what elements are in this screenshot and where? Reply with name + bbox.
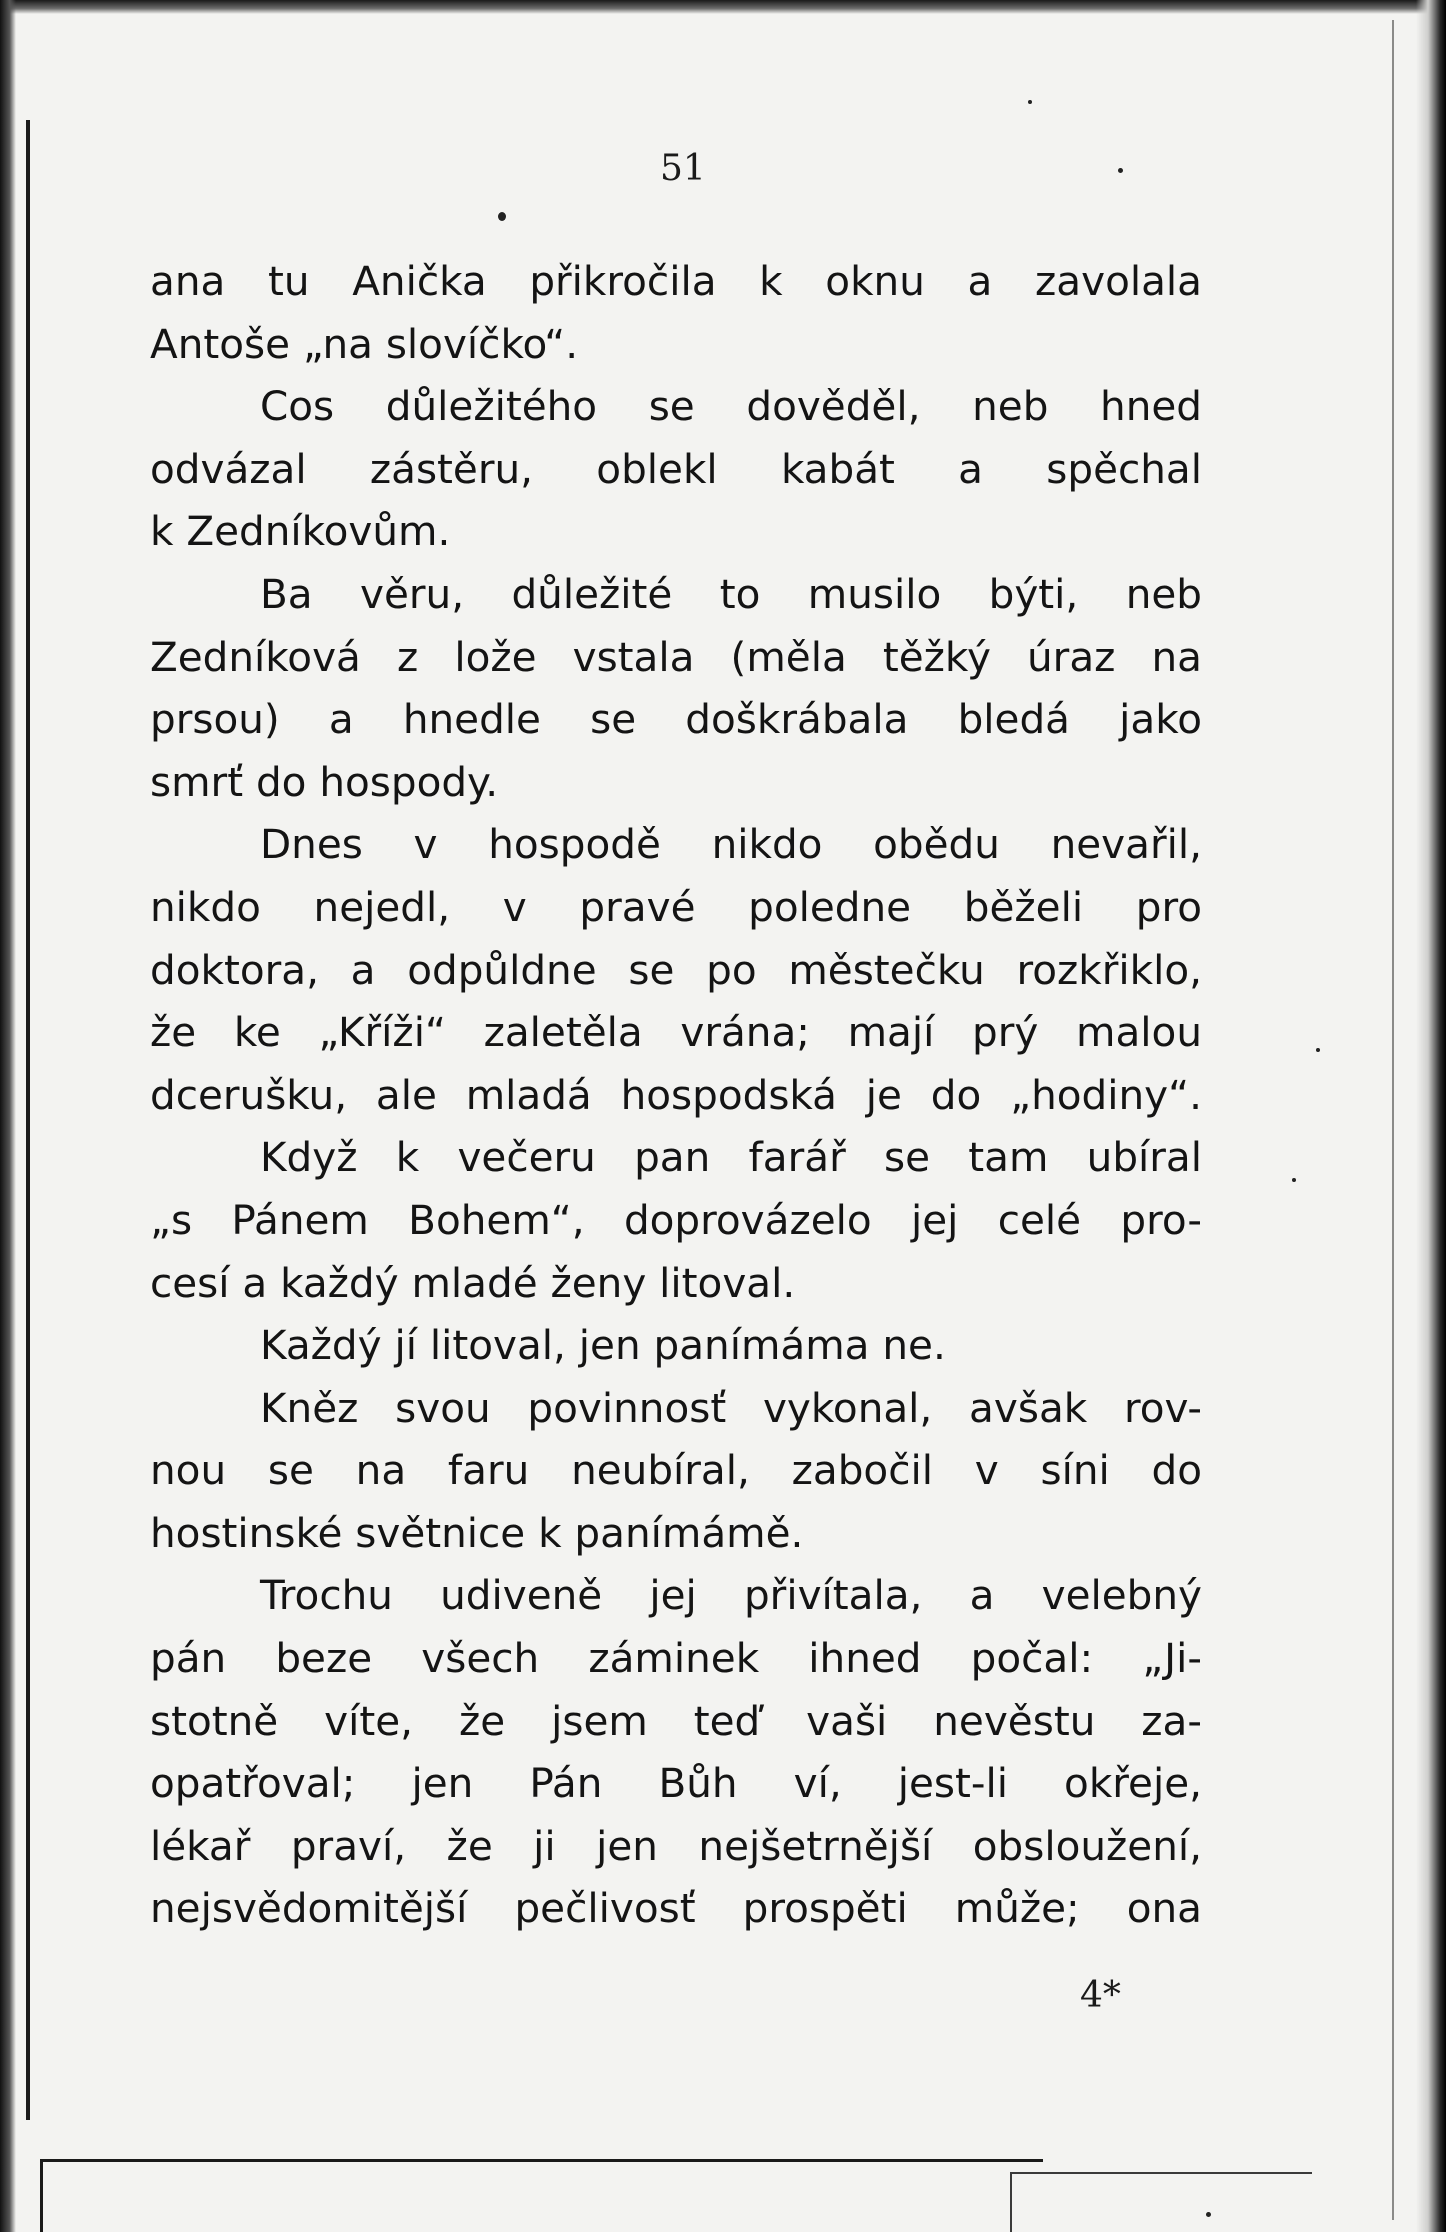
text-line: cesí a každý mladé ženy litoval. bbox=[150, 1258, 796, 1307]
text-line: Dnes v hospodě nikdo obědu nevařil, bbox=[260, 820, 1202, 869]
text-line: nejsvědomitější pečlivosť prospěti může; ona bbox=[150, 1884, 1202, 1933]
text-line: Když k večeru pan farář se tam ubíral bbox=[260, 1133, 1202, 1182]
text-line: ana tu Anička přikročila k oknu a zavolala bbox=[150, 257, 1202, 305]
text-line: „s Pánem Bohem“, doprovázelo jej celé pro- bbox=[150, 1195, 1202, 1244]
text-line: Antoše „na slovíčko“. bbox=[150, 319, 579, 368]
scan-speck bbox=[1292, 1178, 1296, 1182]
text-line: doktora, a odpůldne se po městečku rozkřiklo, bbox=[150, 945, 1202, 994]
body-text bbox=[150, 250, 1202, 1940]
text-line: Zedníková z lože vstala (měla těžký úraz na bbox=[150, 632, 1202, 681]
text-line: že ke „Kříži“ zaletěla vrána; mají prý malou bbox=[150, 1008, 1202, 1057]
page-right-edge bbox=[1416, 0, 1446, 2232]
text-line: opatřoval; jen Pán Bůh ví, jest-li okřeje, bbox=[150, 1759, 1202, 1808]
scan-speck bbox=[1028, 100, 1032, 104]
signature-mark: 4* bbox=[1080, 1975, 1121, 2016]
text-line: prsou) a hnedle se doškrábala bledá jako bbox=[150, 695, 1202, 744]
text-line: pán beze všech záminek ihned počal: „Ji- bbox=[150, 1634, 1202, 1683]
text-line: Trochu udiveně jej přivítala, a velebný bbox=[260, 1571, 1202, 1620]
text-line: k Zedníkovům. bbox=[150, 507, 451, 556]
text-line: Kněz svou povinnosť vykonal, avšak rov- bbox=[260, 1383, 1202, 1432]
scan-speck bbox=[1118, 168, 1123, 173]
page-left-edge bbox=[0, 0, 16, 2232]
text-line: odvázal zástěru, oblekl kabát a spěchal bbox=[150, 444, 1202, 493]
scan-speck bbox=[1206, 2212, 1211, 2217]
text-line: smrť do hospody. bbox=[150, 757, 499, 806]
scan-speck bbox=[1316, 1048, 1320, 1052]
text-line: Cos důležitého se dověděl, neb hned bbox=[260, 382, 1202, 431]
text-line: dcerušku, ale mladá hospodská je do „hodiny“. bbox=[150, 1070, 1202, 1119]
text-line: nou se na faru neubíral, zabočil v síni do bbox=[150, 1446, 1202, 1495]
text-line: lékař praví, že ji jen nejšetrnější obsloužení, bbox=[150, 1821, 1202, 1870]
scan-speck bbox=[498, 212, 506, 221]
text-line: Ba věru, důležité to musilo býti, neb bbox=[260, 569, 1202, 618]
text-line: nikdo nejedl, v pravé poledne běželi pro bbox=[150, 882, 1202, 931]
page-number: 51 bbox=[660, 148, 706, 189]
binding-line bbox=[26, 120, 30, 2120]
text-line: Každý jí litoval, jen panímáma ne. bbox=[260, 1321, 946, 1370]
text-line: stotně víte, že jsem teď vaši nevěstu za- bbox=[150, 1696, 1202, 1745]
page-bottom-edge-right bbox=[1010, 2172, 1312, 2232]
page-right-fold bbox=[1392, 20, 1394, 2220]
page-bottom-edge bbox=[40, 2159, 1043, 2232]
text-line: hostinské světnice k panímámě. bbox=[150, 1508, 804, 1557]
page-top-edge bbox=[0, 0, 1446, 14]
